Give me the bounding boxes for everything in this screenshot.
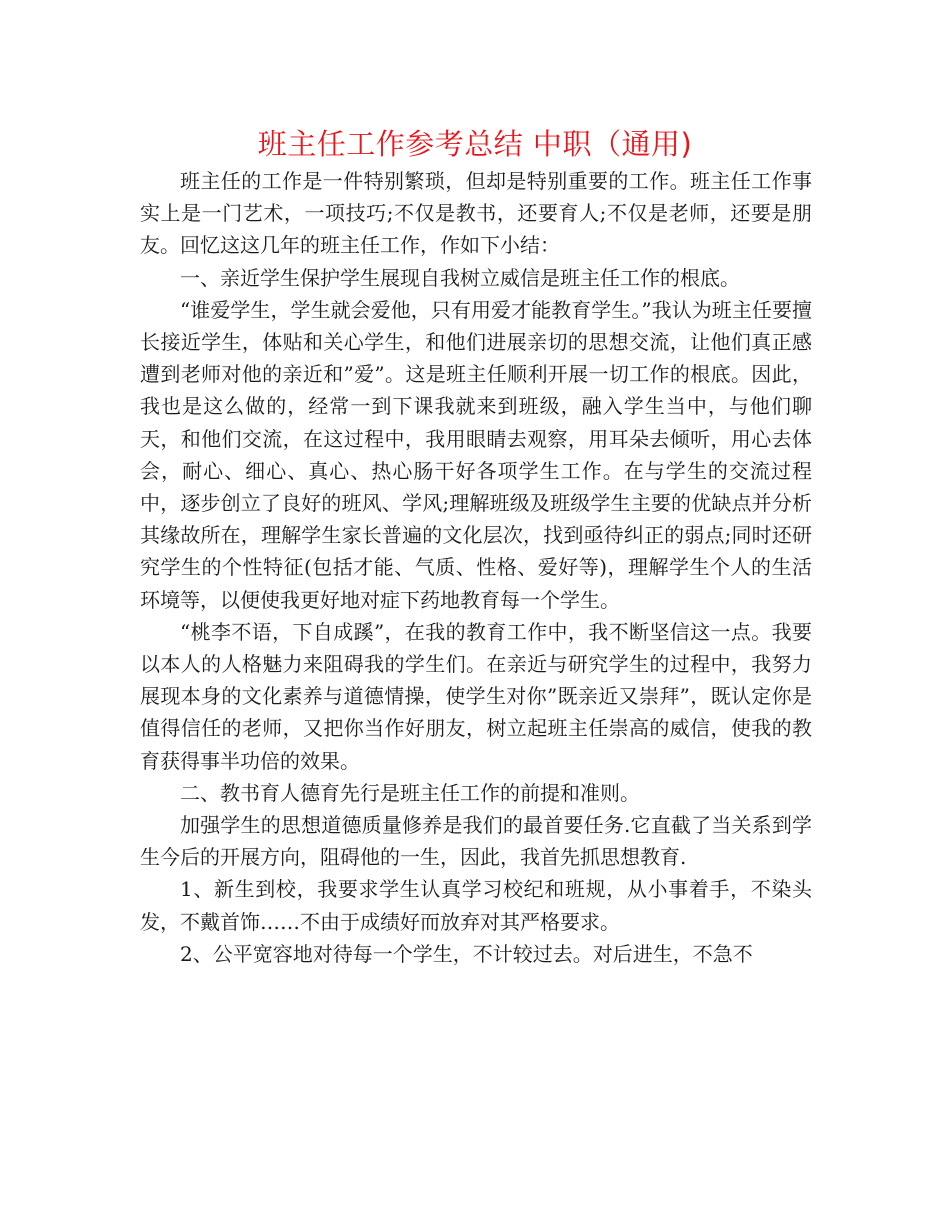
paragraph-item-2: 2、公平宽容地对待每一个学生，不计较过去。对后进生，不急不 [180,941,753,966]
paragraph-love-students: “谁爱学生，学生就会爱他，只有用爱才能教育学生。”我认为班主任要擅长接近学生，体贴和关心学生，和他们进展亲切的思想交流，让他们真正感遭到老师对他的亲近和”爱”。这是班主任顺利开展一切工作的根底。因此，我也是这么做的，经常一到下课我就来到班级，融入学生当中，与他们聊天，和他们交流，在这过程中，我用眼睛去观察，用耳朵去倾听，用心去体会，耐心、细心、真心、热心肠干好各项学生工作。在与学生的交流过程中，逐步创立了良好的班风、学风;理解班级及班级学生主要的优缺点并分析其缘故所在，理解学生家长普遍的文化层次，找到亟待纠正的弱点;同时还研究学生的个性特征(包括才能、气质、性格、爱好等)，理解学生个人的生活环境等，以便使我更好地对症下药地教育每一个学生。 [140,297,812,612]
paragraph-heading-2: 二、教书育人德育先行是班主任工作的前提和准则。 [180,780,640,805]
paragraph-heading-1: 一、亲近学生保护学生展现自我树立威信是班主任工作的根底。 [180,265,740,290]
document-title: 班主任工作参考总结 中职（通用) [257,127,693,161]
paragraph-item-1: 1、新生到校，我要求学生认真学习校纪和班规，从小事着手，不染头发，不戴首饰……不由于成绩好而放弃对其严格要求。 [140,877,812,934]
document-body [140,165,812,970]
paragraph-peach-plum: “桃李不语，下自成蹊”，在我的教育工作中，我不断坚信这一点。我要以本人的人格魅力来阻碍我的学生们。在亲近与研究学生的过程中，我努力展现本身的文化素养与道德情操，使学生对你”既亲近又崇拜”，既认定你是值得信任的老师，又把你当作好朋友，树立起班主任崇高的威信，使我的教育获得事半功倍的效果。 [140,619,812,773]
paragraph-moral-education: 加强学生的思想道德质量修养是我们的最首要任务.它直截了当关系到学生今后的开展方向，阻碍他的一生，因此，我首先抓思想教育. [140,813,812,870]
paragraph-intro: 班主任的工作是一件特别繁琐，但却是特别重要的工作。班主任工作事实上是一门艺术，一项技巧;不仅是教书，还要育人;不仅是老师，还要是朋友。回忆这这几年的班主任工作，作如下小结： [140,169,812,258]
